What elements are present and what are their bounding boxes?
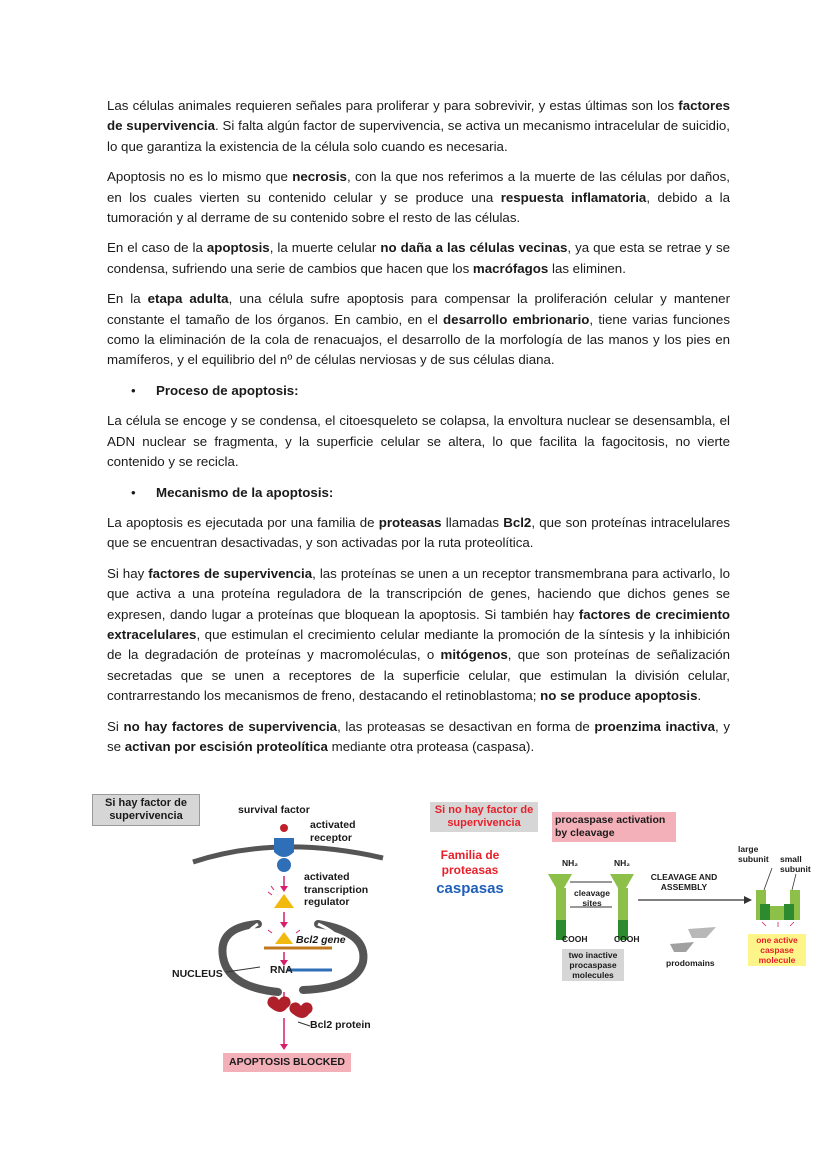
label-cooh-left: COOH	[562, 934, 588, 944]
one-active-text: one active caspase molecule	[756, 935, 798, 965]
paragraph-proteasas	[107, 513, 730, 554]
label-nucleus: NUCLEUS	[172, 968, 223, 980]
bold-run: proteasas	[378, 514, 442, 530]
label-bcl2-protein: Bcl2 protein	[310, 1019, 371, 1031]
bullet-mecanismo: • Mecanismo de la apoptosis:	[107, 483, 730, 503]
text-run: , tiene varias funciones como la eliminación de la cola de renacuajos, el desarrollo de la morfología de las manos y los pies en mamíferos, y el equilibrio del nº de células nerviosas y de sus células diana.	[107, 311, 730, 368]
small-subunit-text: small subunit	[780, 854, 811, 874]
paragraph-without-survival	[107, 717, 730, 758]
bold-run: desarrollo embrionario	[443, 311, 590, 327]
label-activated-receptor	[310, 819, 380, 844]
text-run: La célula se encoge y se condensa, el citoesqueleto se colapsa, la envoltura nuclear se desensambla, el ADN nuclear se fragmenta, y la superficie celular se altera, lo que facilita la fagocitosis, no vierte contenido y se recicla.	[107, 413, 730, 470]
label-rna: RNA	[270, 964, 293, 976]
bcl2-protein-shape	[267, 996, 290, 1012]
paragraph-survival-factors	[107, 96, 730, 157]
nuclear-envelope	[222, 924, 278, 992]
apoptosis-blocked-box: APOPTOSIS BLOCKED	[223, 1053, 351, 1072]
paragraph-with-survival	[107, 564, 730, 707]
text-run: , la muerte celular	[269, 240, 381, 256]
text-run: , y se	[107, 718, 731, 754]
label-survival-factor: survival factor	[238, 804, 310, 816]
bold-run: factores de crecimiento extracelulares	[107, 606, 731, 642]
text-run: , las proteínas se unen a un receptor transmembrana para activarlo, lo que activa a una proteína reguladora de la transcripción de genes, haciendo que dichos genes se expresen, dando lugar a proteínas que bloquean la apoptosis. Si también hay	[107, 565, 730, 622]
label-cleavage-sites	[572, 888, 612, 908]
bold-run: no hay factores de supervivencia	[123, 718, 338, 734]
text-run: mediante otra proteasa (caspasa).	[327, 738, 535, 754]
label-prodomains: prodomains	[666, 958, 715, 968]
bold-run: respuesta inflamatoria	[500, 189, 647, 205]
label-nh2-right: NH₂	[614, 858, 631, 868]
familia-line1: Familia de	[440, 848, 500, 862]
large-subunit-text: large subunit	[738, 844, 769, 864]
bold-run: no se produce apoptosis	[540, 688, 698, 704]
text-run: , que son proteínas intracelulares que se encuentran desactivadas, y son activadas por la ruta proteolítica.	[107, 514, 731, 551]
text-run: Si	[107, 718, 124, 734]
bold-run: no daña a las células vecinas	[380, 240, 568, 256]
text-run: , con la que nos referimos a la muerte de las células por daños, en los cuales vierten su contenido celular y se produce una	[107, 169, 730, 205]
text-run: En el caso de la	[107, 240, 207, 256]
figure-survival-pathway	[88, 792, 398, 1077]
text-run: . Si falta algún factor de supervivencia, se activa un mecanismo intracelular de suicidio, lo que garantiza la existencia de la célula solo cuando es necesaria.	[107, 118, 730, 154]
label-bcl2-gene: Bcl2 gene	[296, 934, 346, 946]
label-activated-regulator	[304, 871, 384, 909]
text-run: , que estimulan el crecimiento celular mediante la promoción de la síntesis y la inhibición de la degradación de proteínas y macromoléculas, o	[107, 626, 730, 663]
regulator-triangle	[274, 894, 294, 908]
text-run: En la	[107, 291, 148, 307]
paragraph-necrosis	[107, 167, 730, 228]
text-run: llamadas	[441, 514, 504, 530]
label-nh2-left: NH₂	[562, 858, 579, 868]
text-run: las eliminen.	[548, 260, 626, 276]
activated-regulator-text: activated transcription regulator	[304, 871, 369, 908]
procaspase-activation-box: procaspase activation by cleavage	[552, 812, 676, 842]
document-body	[107, 96, 730, 767]
text-run: , ya que esta se retrae y se condensa, sufriendo una serie de cambios que hacen que los	[107, 240, 731, 276]
bold-run: etapa adulta	[147, 291, 229, 307]
text-run: , debido a la tumoración y al derrame de su contenido sobre el resto de las células.	[107, 189, 730, 226]
bold-run: Bcl2	[503, 514, 532, 530]
text-run: La apoptosis es ejecutada por una familia de	[107, 514, 379, 530]
bold-run: apoptosis	[206, 240, 270, 256]
prodomain-shape	[688, 927, 716, 938]
two-inactive-box	[562, 949, 624, 981]
bold-run: necrosis	[292, 169, 347, 185]
bold-run: proenzima inactiva	[594, 718, 716, 734]
text-run: Apoptosis no es lo mismo que	[107, 169, 293, 185]
paragraph-proceso	[107, 411, 730, 472]
label-large-subunit	[738, 844, 774, 864]
bold-run: activan por escisión proteolítica	[124, 738, 328, 754]
figure-caspase-activation	[426, 792, 824, 992]
label-cleavage-assembly	[648, 872, 720, 892]
figure-right-header: Si no hay factor de supervivencia	[430, 802, 538, 832]
bold-run: factores de supervivencia	[148, 565, 313, 581]
paragraph-adult-embryo	[107, 289, 730, 371]
cleavage-assembly-text: CLEAVAGE AND ASSEMBLY	[650, 872, 718, 892]
label-small-subunit	[780, 854, 816, 874]
cleavage-sites-text: cleavage sites	[574, 888, 610, 908]
text-run: , que son proteínas de señalización secretadas que se unen a receptores de la superficie celular, que estimulan la división celular, contrarrestando los mecanismos de freno, destacando el retinoblastoma;	[107, 647, 730, 704]
label-caspasas: caspasas	[436, 880, 504, 897]
text-run: , una célula sufre apoptosis para compensar la proliferación celular y mantener constante el tamaño de los órganos. En cambio, en el	[107, 291, 731, 327]
figure-left-header: Si hay factor de supervivencia	[92, 794, 200, 826]
text-run: Si hay	[107, 565, 149, 581]
text-run: .	[697, 688, 702, 704]
paragraph-apoptosis-neighbors	[107, 238, 730, 279]
bold-run: factores de supervivencia	[107, 98, 730, 134]
survival-factor-dot	[280, 824, 288, 832]
text-run: , las proteasas se desactivan en forma de	[337, 718, 595, 734]
familia-line2: proteasas	[441, 863, 499, 877]
bold-run: mitógenos	[440, 647, 508, 663]
activated-receptor-text: activated receptor	[310, 819, 356, 844]
text-run: Las células animales requieren señales para proliferar y para sobrevivir, y estas últimas son los	[107, 98, 679, 113]
one-active-box	[748, 934, 806, 966]
label-cooh-right: COOH	[614, 934, 640, 944]
bullet-proceso: • Proceso de apoptosis:	[107, 381, 730, 401]
bold-run: macrófagos	[472, 260, 549, 276]
two-inactive-text: two inactive procaspase molecules	[568, 950, 618, 980]
